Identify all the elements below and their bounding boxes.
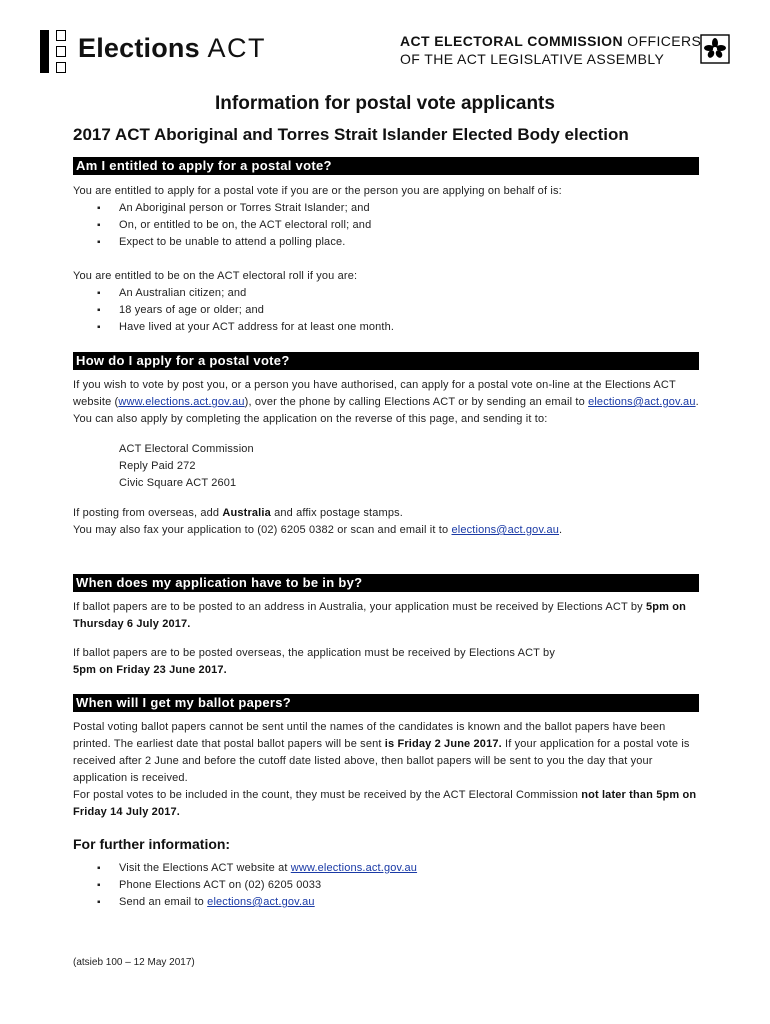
bold-text: 5pm on Thursday 6 July 2017. (73, 601, 687, 630)
elections-website-link[interactable]: www.elections.act.gov.au (118, 396, 245, 408)
commission-line1: ACT ELECTORAL COMMISSION (400, 33, 623, 49)
text-span: If your application for a postal vote is received after 2 June and before the cutoff date listed above, then ballot papers will be sent to you the day that your application is received. (73, 738, 690, 784)
text-span: Postal voting ballot papers cannot be sent until the names of the candidates is known and the ballot papers have been printed. The earliest date that postal ballot papers will be sent (73, 721, 666, 750)
text-span: . (559, 524, 563, 536)
section-heading: Am I entitled to apply for a postal vote? (73, 157, 699, 175)
list-item: ▪ An Australian citizen; and (73, 285, 699, 302)
text-span: If posting from overseas, add (73, 507, 223, 519)
bold-text: 5pm on Friday 23 June 2017. (73, 664, 227, 676)
paragraph (73, 719, 699, 787)
section-further-information (73, 835, 699, 911)
text-span: You may also fax your application to (02) 6205 0382 or scan and email it to (73, 524, 452, 536)
section-entitlement (73, 157, 699, 336)
list-item: ▪ On, or entitled to be on, the ACT electoral roll; and (73, 217, 699, 234)
page-subtitle: 2017 ACT Aboriginal and Torres Strait Islander Elected Body election (73, 125, 629, 144)
text-span: Visit the Elections ACT website at (119, 862, 291, 874)
postal-address (73, 441, 699, 492)
document-reference: (atsieb 100 – 12 May 2017) (73, 957, 195, 968)
list-item: ▪ 18 years of age or older; and (73, 302, 699, 319)
list-item: ▪ An Aboriginal person or Torres Strait Islander; and (73, 200, 699, 217)
address-line: Reply Paid 272 (119, 460, 196, 472)
section-heading: When will I get my ballot papers? (73, 694, 699, 712)
commission-name (400, 32, 701, 68)
list-item: ▪ Have lived at your ACT address for at least one month. (73, 319, 699, 336)
paragraph (73, 599, 699, 633)
floral-emblem-icon (700, 34, 730, 64)
bold-text: is Friday 2 June 2017. (384, 738, 502, 750)
paragraph (73, 787, 699, 821)
bullet-list (73, 200, 699, 251)
text-span: Send an email to (119, 896, 208, 908)
text-span: ), over the phone by calling Elections ACT or by sending an email to (244, 396, 589, 408)
elections-email-link[interactable]: elections@act.gov.au (451, 524, 560, 536)
list-item: ▪ Expect to be unable to attend a polling place. (73, 234, 699, 251)
text-span: . You can also apply by completing the application on the reverse of this page, and sending it to: (73, 396, 699, 425)
bold-text: Australia (222, 507, 271, 519)
paragraph (73, 645, 699, 679)
logo-main: Elections (78, 33, 200, 63)
text-span: For postal votes to be included in the count, they must be received by the ACT Electoral Commission (73, 789, 582, 801)
page-title: Information for postal vote applicants (215, 93, 555, 114)
elections-email-link[interactable]: elections@act.gov.au (588, 396, 696, 408)
logo-bar (40, 30, 49, 73)
commission-line2: OF THE ACT LEGISLATIVE ASSEMBLY (400, 51, 665, 67)
text-span: If ballot papers are to be posted to an address in Australia, your application must be received by Elections ACT by (73, 601, 647, 613)
section-deadline (73, 574, 699, 679)
bold-text: not later than 5pm on Friday 14 July 2017. (73, 789, 697, 818)
address-line: Civic Square ACT 2601 (119, 477, 237, 489)
further-info-heading: For further information: (73, 836, 231, 852)
logo-square (56, 46, 66, 57)
section-ballot-papers (73, 694, 699, 821)
paragraph (73, 377, 699, 428)
list-item: ▪ Phone Elections ACT on (02) 6205 0033 (73, 877, 699, 894)
bullet-list (73, 860, 699, 911)
section-how-to-apply (73, 352, 699, 539)
text-span: If ballot papers are to be posted overseas, the application must be received by Elections ACT by (73, 647, 555, 659)
paragraph: You are entitled to be on the ACT electoral roll if you are: (73, 270, 358, 282)
text-span: If you wish to vote by post you, or a person you have authorised, can apply for a postal vote on-line at the Elections ACT website ( (73, 379, 676, 408)
list-item (73, 860, 699, 877)
bullet-list (73, 285, 699, 336)
paragraph (73, 522, 699, 539)
commission-line1-officers: OFFICERS (627, 33, 702, 49)
paragraph (73, 505, 699, 522)
elections-website-link[interactable]: www.elections.act.gov.au (290, 862, 418, 874)
paragraph: You are entitled to apply for a postal vote if you are or the person you are applying on behalf of is: (73, 185, 562, 197)
page-header (0, 0, 770, 80)
logo-suffix: ACT (207, 33, 267, 63)
section-heading: When does my application have to be in by? (73, 574, 699, 592)
section-heading: How do I apply for a postal vote? (73, 352, 699, 370)
text-span: and affix postage stamps. (270, 507, 403, 519)
address-line: ACT Electoral Commission (119, 443, 254, 455)
elections-act-logo-text (78, 33, 266, 64)
list-item (73, 894, 699, 911)
logo-square (56, 62, 66, 73)
elections-email-link[interactable]: elections@act.gov.au (207, 896, 315, 908)
logo-square (56, 30, 66, 41)
